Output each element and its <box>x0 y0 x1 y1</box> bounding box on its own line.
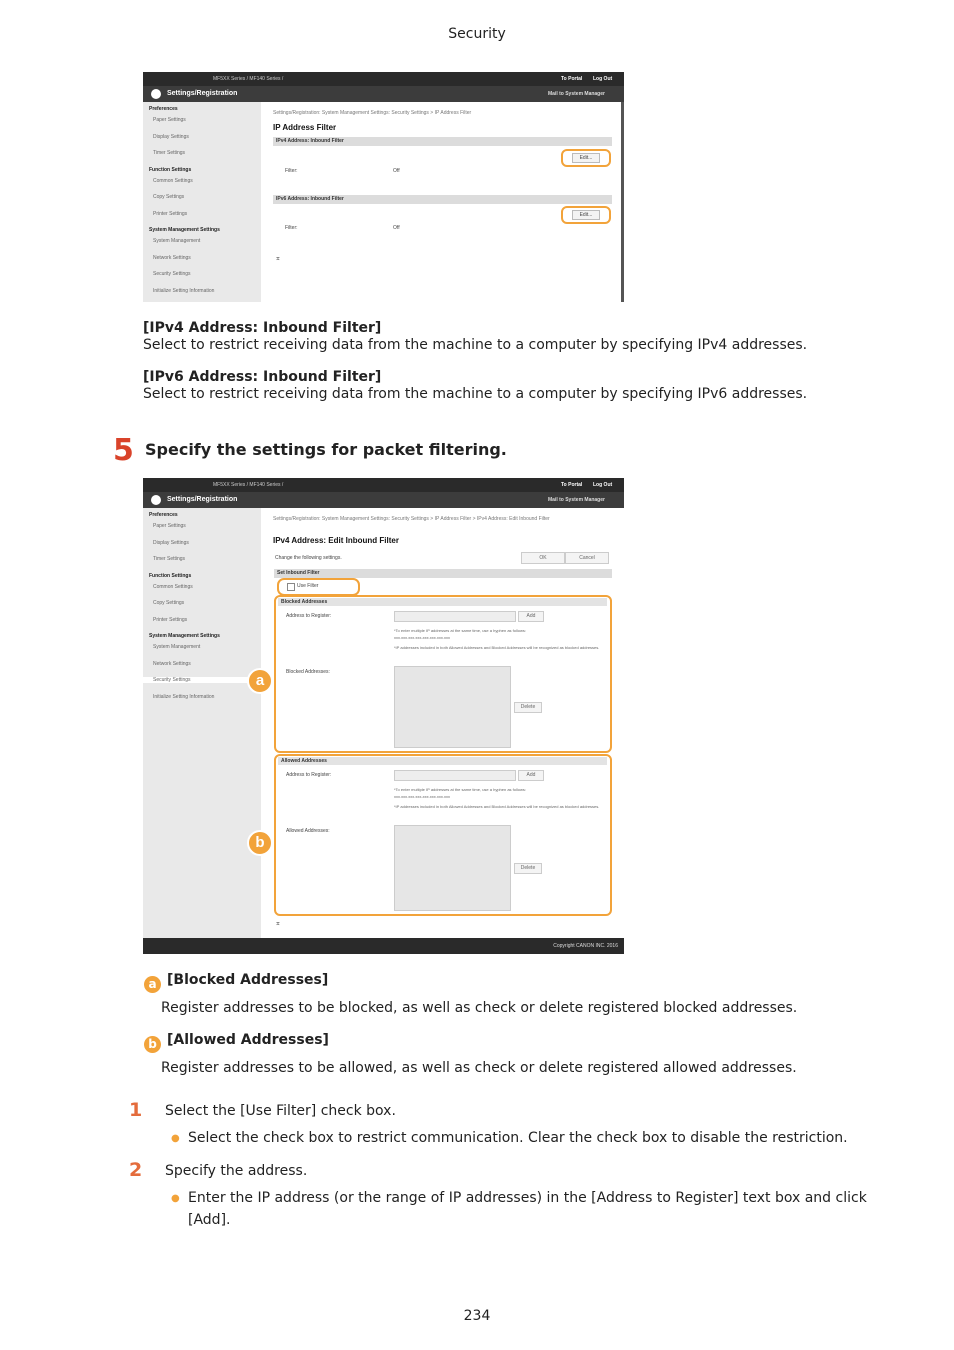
substep-2-bullet-cont: [Add]. <box>188 1212 231 1228</box>
blocked-list[interactable] <box>394 666 511 748</box>
sidebar-item[interactable]: Network Settings <box>153 660 191 667</box>
blocked-add-button[interactable]: Add <box>518 611 544 622</box>
ipv6-desc-title: [IPv6 Address: Inbound Filter] <box>143 369 382 385</box>
logout-link[interactable]: Log Out <box>593 482 613 488</box>
sidebar-item[interactable]: Copy Settings <box>153 194 185 200</box>
copyright: Copyright CANON INC. 2016 <box>553 943 618 949</box>
sidebar-item[interactable]: Printer Settings <box>153 210 188 217</box>
ipv6-edit-button[interactable]: Edit... <box>572 210 600 220</box>
mail-link[interactable]: Mail to System Manager <box>548 91 605 97</box>
blocked-hint-example: xxx.xxx.xxx.xxx-xxx.xxx.xxx.xxx <box>394 635 450 640</box>
ipv6-edit-highlight <box>561 206 611 224</box>
blocked-section: Blocked Addresses <box>278 598 607 606</box>
substep-1-number: 1 <box>129 1099 143 1121</box>
use-filter-highlight <box>277 578 360 596</box>
substep-2-bullet: Enter the IP address (or the range of IP addresses) in the [Address to Register] text box and click <box>188 1190 867 1206</box>
legend-a <box>144 973 161 993</box>
blocked-address-label: Address to Register: <box>286 613 332 619</box>
sidebar-item[interactable]: Timer Settings <box>153 150 186 156</box>
sidebar-item[interactable]: Paper Settings <box>153 117 186 123</box>
to-portal-link[interactable]: To Portal <box>561 76 583 82</box>
use-filter-label: Use Filter <box>297 583 319 589</box>
sidebar-item[interactable]: Security Settings <box>143 677 261 683</box>
sidebar-heading: Preferences <box>149 106 178 112</box>
legend-b-text: Register addresses to be allowed, as well as check or delete registered allowed addresses. <box>161 1060 797 1076</box>
use-filter-checkbox[interactable] <box>287 583 295 591</box>
to-portal-link[interactable]: To Portal <box>561 482 583 488</box>
badge-a-icon: a <box>247 668 273 694</box>
substep-1-text: Select the [Use Filter] check box. <box>165 1103 396 1119</box>
change-text: Change the following settings. <box>275 555 342 561</box>
model-name: MF5XX Series / MF140 Series / <box>213 76 284 82</box>
legend-a-text: Register addresses to be blocked, as well as check or delete registered blocked addresses. <box>161 1000 798 1016</box>
screenshot-ip-address-filter <box>143 72 624 302</box>
substep-1-bullet: Select the check box to restrict communication. Clear the check box to disable the restriction. <box>188 1130 848 1146</box>
ipv4-desc-title: [IPv4 Address: Inbound Filter] <box>143 320 382 336</box>
badge-a-icon: a <box>144 976 161 993</box>
allowed-addresses-box <box>274 754 612 916</box>
sidebar-heading: Function Settings <box>149 166 192 173</box>
sidebar-heading: Function Settings <box>149 572 192 579</box>
scroll-top-icon[interactable]: ⌅ <box>275 255 281 262</box>
sidebar-item[interactable]: Printer Settings <box>153 616 188 623</box>
substep-2-text: Specify the address. <box>165 1163 308 1179</box>
footer-bar <box>143 938 624 954</box>
cancel-button[interactable]: Cancel <box>565 552 609 564</box>
ipv4-section: IPv4 Address: Inbound Filter <box>273 137 612 146</box>
legend-a-title: [Blocked Addresses] <box>167 972 329 988</box>
legend-b-title: [Allowed Addresses] <box>167 1032 329 1048</box>
breadcrumb: Settings/Registration: System Management Settings: Security Settings > IP Address Filter > IPv4 Address: Edit Inbound Filter <box>273 516 550 522</box>
sidebar-item[interactable]: Initialize Setting Information <box>153 287 215 294</box>
bullet-icon: ● <box>171 1133 180 1144</box>
settings-icon <box>151 89 161 99</box>
ipv4-edit-highlight <box>561 149 611 167</box>
blocked-hint2: *IP addresses included in both Allowed Addresses and Blocked Addresses will be recognized as blocked addresses. <box>394 645 600 650</box>
settings-icon <box>151 495 161 505</box>
screenshot-edit-inbound-filter <box>143 478 624 954</box>
top-bar <box>143 478 624 492</box>
sidebar-item[interactable]: Display Settings <box>153 133 189 140</box>
sidebar-item[interactable]: Network Settings <box>153 254 191 261</box>
breadcrumb: Settings/Registration: System Management Settings: Security Settings > IP Address Filter <box>273 110 472 116</box>
sidebar-heading: System Management Settings <box>149 227 220 233</box>
sidebar-item[interactable]: Common Settings <box>153 583 193 590</box>
blocked-addresses-box <box>274 595 612 753</box>
blocked-address-input[interactable] <box>394 611 516 622</box>
page-number: 234 <box>463 1308 491 1324</box>
ipv6-filter-label: Filter: <box>285 225 298 231</box>
bullet-icon: ● <box>171 1193 180 1204</box>
sidebar-item[interactable]: Timer Settings <box>153 556 186 562</box>
sidebar-item[interactable]: System Management <box>153 238 201 244</box>
scroll-top-icon[interactable]: ⌅ <box>275 920 281 927</box>
allowed-hint-example: xxx.xxx.xxx.xxx-xxx.xxx.xxx.xxx <box>394 794 450 799</box>
page-title: IP Address Filter <box>273 123 337 132</box>
allowed-hint1: *To enter multiple IP addresses at the same time, use a hyphen as follows: <box>394 787 526 792</box>
sidebar-item[interactable]: Display Settings <box>153 539 189 546</box>
legend-b <box>144 1033 161 1053</box>
allowed-list[interactable] <box>394 825 511 911</box>
blocked-hint1: *To enter multiple IP addresses at the same time, use a hyphen as follows: <box>394 628 526 633</box>
allowed-delete-button[interactable]: Delete <box>514 863 542 874</box>
title-bar <box>143 86 624 102</box>
badge-b-icon: b <box>247 830 273 856</box>
step-number: 5 <box>113 433 134 468</box>
mail-link[interactable]: Mail to System Manager <box>548 497 605 503</box>
badge-b-icon: b <box>144 1036 161 1053</box>
allowed-hint2: *IP addresses included in both Allowed Addresses and Blocked Addresses will be recognized as blocked addresses. <box>394 804 600 809</box>
allowed-address-label: Address to Register: <box>286 772 332 778</box>
title-bar <box>143 492 624 508</box>
allowed-add-button[interactable]: Add <box>518 770 544 781</box>
sidebar-item[interactable]: Initialize Setting Information <box>153 693 215 700</box>
allowed-list-label: Allowed Addresses: <box>286 828 330 834</box>
sidebar-item[interactable]: System Management <box>153 644 201 650</box>
page-title: IPv4 Address: Edit Inbound Filter <box>273 536 399 545</box>
top-bar <box>143 72 624 86</box>
window-title: Settings/Registration <box>167 90 238 97</box>
logout-link[interactable]: Log Out <box>593 76 613 82</box>
ok-button[interactable]: OK <box>521 552 565 564</box>
allowed-address-input[interactable] <box>394 770 516 781</box>
sidebar-item[interactable]: Paper Settings <box>153 523 186 529</box>
ipv4-filter-label: Filter: <box>285 168 298 174</box>
sidebar-heading: System Management Settings <box>149 633 220 639</box>
sidebar <box>143 508 261 938</box>
sidebar-item[interactable]: Copy Settings <box>153 600 185 606</box>
model-name: MF5XX Series / MF140 Series / <box>213 482 284 488</box>
ipv4-filter-value: Off <box>393 168 400 174</box>
ipv6-section: IPv6 Address: Inbound Filter <box>273 195 612 204</box>
page-header: Security <box>448 26 506 42</box>
allowed-section: Allowed Addresses <box>278 757 607 765</box>
sidebar-item[interactable]: Security Settings <box>153 271 191 277</box>
ipv4-desc-text: Select to restrict receiving data from the machine to a computer by specifying IPv4 addresses. <box>143 337 808 353</box>
set-inbound-section: Set Inbound Filter <box>274 569 612 578</box>
sidebar-heading: Preferences <box>149 512 178 518</box>
blocked-list-label: Blocked Addresses: <box>286 669 330 675</box>
step-title: Specify the settings for packet filtering. <box>145 440 507 459</box>
scrollbar[interactable] <box>621 102 624 302</box>
window-title: Settings/Registration <box>167 496 238 503</box>
ipv6-desc-text: Select to restrict receiving data from the machine to a computer by specifying IPv6 addresses. <box>143 386 808 402</box>
sidebar <box>143 102 261 302</box>
ipv6-filter-value: Off <box>393 225 400 231</box>
sidebar-item[interactable]: Common Settings <box>153 177 193 184</box>
substep-2-number: 2 <box>129 1159 143 1181</box>
blocked-delete-button[interactable]: Delete <box>514 702 542 713</box>
ipv4-edit-button[interactable]: Edit... <box>572 153 600 163</box>
